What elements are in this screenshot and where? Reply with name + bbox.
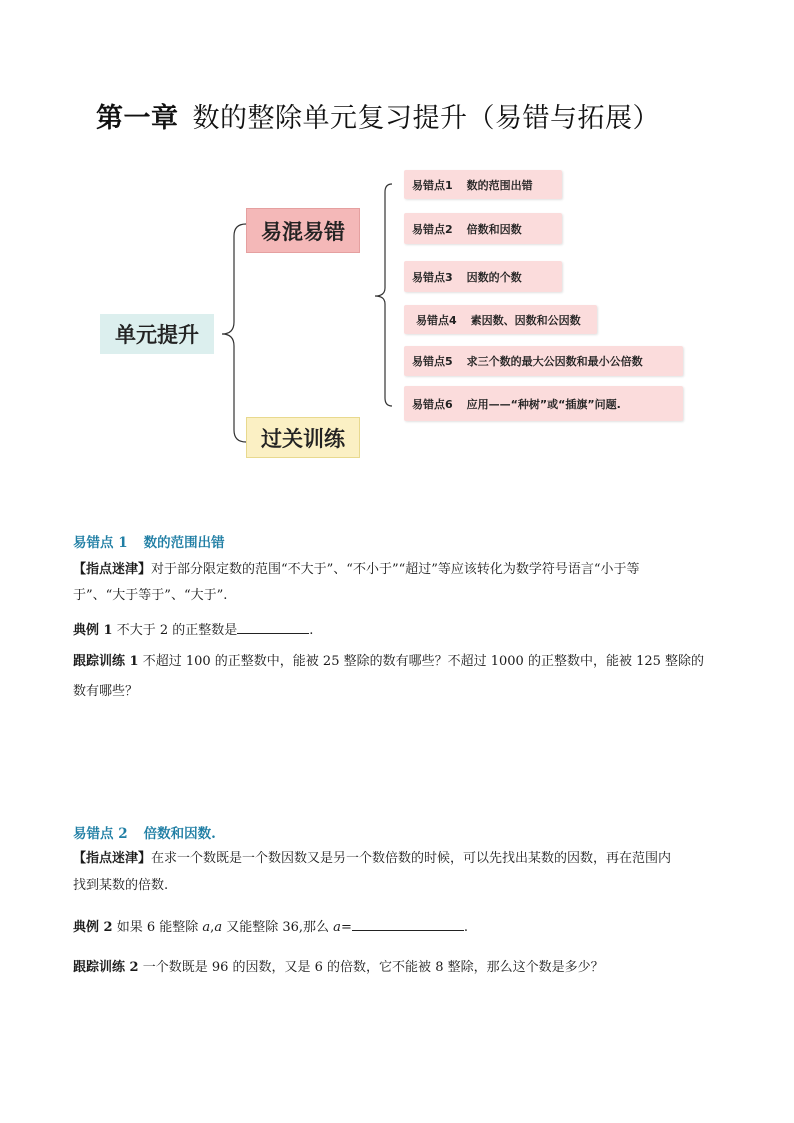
- title-text: 数的整除单元复习提升（易错与拓展）: [192, 103, 660, 134]
- example-1: [73, 618, 313, 644]
- section-code: 易错点 1: [73, 535, 128, 551]
- leaf-code: 易错点2: [412, 222, 453, 236]
- section-2-tip-line-1: [73, 846, 671, 872]
- variable-a: a: [214, 920, 223, 935]
- example-text: 不大于 2 的正整数是: [116, 623, 238, 638]
- practice-text: 不超过 100 的正整数中，能被 25 整除的数有哪些？不超过 1000 的正整数中，能被 125 整除的: [142, 654, 705, 669]
- section-2-tip-line-2: 找到某数的倍数.: [73, 878, 169, 893]
- leaf-code: 易错点4: [416, 313, 457, 327]
- mindmap-leaf-6: [404, 386, 683, 421]
- tip-text: 在求一个数既是一个数因数又是另一个数倍数的时候，可以先找出某数的因数，再在范围内: [151, 851, 672, 866]
- mindmap-leaf-3: [404, 261, 562, 292]
- leaf-text: 数的范围出错: [466, 178, 533, 192]
- practice-label: 跟踪训练 2: [73, 960, 139, 975]
- practice-1-line-1: [73, 649, 704, 675]
- example-label: 典例 2: [73, 920, 113, 935]
- example-label: 典例 1: [73, 623, 113, 638]
- answer-blank[interactable]: [237, 619, 309, 634]
- equals: =: [340, 920, 352, 935]
- leaf-code: 易错点5: [412, 355, 453, 368]
- practice-2-line-1: [73, 955, 604, 981]
- chapter-label: 第一章: [96, 103, 179, 134]
- example-end: .: [463, 920, 468, 935]
- answer-blank[interactable]: [352, 916, 464, 931]
- variable-a: a: [333, 920, 341, 935]
- example-2: [73, 915, 468, 941]
- section-code: 易错点 2: [73, 826, 128, 842]
- section-2-heading: [73, 822, 216, 842]
- mindmap-leaf-1: [404, 170, 562, 199]
- practice-1-line-2: 数有哪些？: [73, 684, 139, 699]
- variable-a: a: [202, 920, 211, 935]
- leaf-text: 因数的个数: [466, 270, 522, 284]
- example-end: .: [309, 623, 314, 638]
- leaf-code: 易错点1: [412, 178, 453, 192]
- comma: ,: [210, 920, 215, 935]
- example-post: 又能整除 36,那么: [226, 920, 330, 935]
- mindmap-root: 单元提升: [100, 314, 214, 354]
- mindmap-branch-errors: 易混易错: [246, 208, 360, 253]
- mindmap-leaf-4: [404, 305, 597, 334]
- tip-label: 【指点迷津】: [73, 562, 152, 577]
- mindmap-leaf-2: [404, 213, 562, 244]
- section-title: 倍数和因数.: [143, 826, 216, 842]
- leaf-text: 求三个数的最大公因数和最小公倍数: [466, 355, 643, 368]
- leaf-code: 易错点3: [412, 270, 453, 284]
- section-1-tip-line-2: 于”、“大于等于”、“大于”.: [73, 588, 228, 603]
- leaf-text: 素因数、因数和公因数: [470, 313, 581, 327]
- page-title: [96, 96, 660, 135]
- practice-text: 一个数既是 96 的因数，又是 6 的倍数，它不能被 8 整除，那么这个数是多少？: [142, 960, 604, 975]
- root-brace: [222, 224, 246, 442]
- leaf-code: 易错点6: [412, 397, 453, 411]
- section-1-tip-line-1: [73, 557, 640, 583]
- tip-text: 对于部分限定数的范围“不大于”、“不小于”“超过”等应该转化为数学符号语言“小于等: [151, 562, 640, 577]
- mindmap-branch-practice: 过关训练: [246, 417, 360, 458]
- leaf-text: 应用——“种树”或“插旗”问题.: [466, 397, 621, 411]
- practice-label: 跟踪训练 1: [73, 654, 139, 669]
- tip-label: 【指点迷津】: [73, 851, 152, 866]
- leaf-brace: [375, 184, 392, 406]
- section-title: 数的范围出错: [143, 535, 225, 551]
- mindmap-leaf-5: [404, 346, 683, 376]
- leaf-text: 倍数和因数: [466, 222, 522, 236]
- section-1-heading: [73, 531, 225, 551]
- example-pre: 如果 6 能整除: [116, 920, 199, 935]
